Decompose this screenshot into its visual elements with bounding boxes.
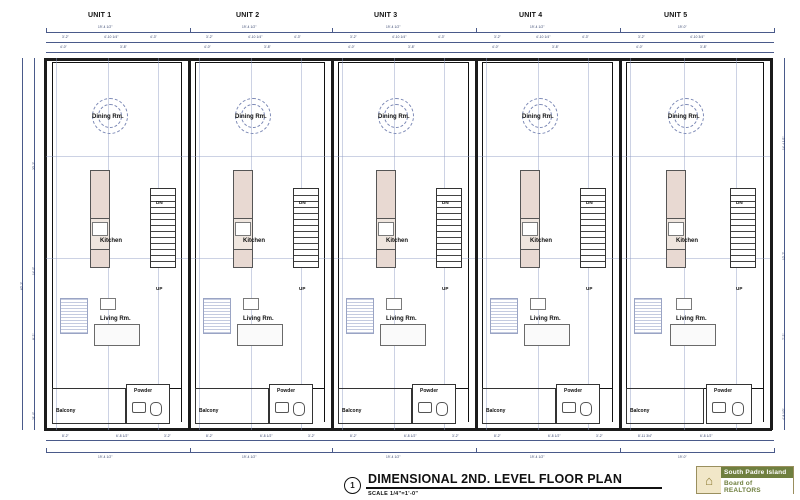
- left-overall-dim-line: [22, 58, 23, 430]
- bottom-inner-dim-4: 8'-2": [206, 434, 213, 438]
- stair-run-3: [436, 188, 462, 268]
- top-inner-dim-6: 4'-3": [294, 35, 301, 39]
- right-dim-3: 7'-2": [782, 333, 786, 340]
- stair-label-dn-4: DN: [586, 200, 593, 205]
- stair-run-4: [580, 188, 606, 268]
- unit-title-3: UNIT 3: [374, 12, 398, 19]
- bottom-inner-dim-5: 6'-8 1/2": [260, 434, 273, 438]
- logo-line-1: South Padre Island: [721, 467, 793, 478]
- unit-title-2: UNIT 2: [236, 12, 260, 19]
- stair-label-up-5: UP: [736, 286, 743, 291]
- unit-plan-4: [478, 58, 619, 430]
- room-label-powder-2: Powder: [277, 388, 296, 394]
- unit-plan-2: [191, 58, 331, 430]
- room-label-dining-4: Dining Rm.: [522, 114, 554, 120]
- left-dim-2: 14'-0": [32, 266, 36, 275]
- detail-number-bubble: 1: [344, 477, 361, 494]
- unit-plan-3: [334, 58, 475, 430]
- top-inner-dim-14: 4'-10 3/4": [690, 35, 705, 39]
- room-label-balcony-3: Balcony: [342, 408, 362, 414]
- sheet-scale: SCALE 1/4"=1'-0": [368, 491, 419, 497]
- title-underline: [366, 487, 662, 489]
- bottom-inner-dim-6: 3'-2": [308, 434, 315, 438]
- logo-line-2: Board of REALTORS: [721, 478, 793, 496]
- top-dim-unit3: 19'-4 1/2": [386, 25, 401, 29]
- top-inner-dim-3: 4'-3": [150, 35, 157, 39]
- room-label-dining-2: Dining Rm.: [235, 114, 267, 120]
- room-label-powder-4: Powder: [564, 388, 583, 394]
- top-dim2-9: 4'-0": [636, 45, 643, 49]
- room-label-dining-1: Dining Rm.: [92, 114, 124, 120]
- sheet-title: DIMENSIONAL 2ND. LEVEL FLOOR PLAN: [368, 472, 623, 486]
- bottom-dim-unit1: 19'-4 1/2": [98, 455, 113, 459]
- top-inner-dim-11: 4'-10 1/4": [536, 35, 551, 39]
- top-inner-dim-1: 3'-2": [62, 35, 69, 39]
- top-dim2-5: 4'-0": [348, 45, 355, 49]
- top-inner-dim-13: 3'-2": [638, 35, 645, 39]
- bottom-inner-dim-12: 3'-2": [596, 434, 603, 438]
- right-dim-1: 14'-4 1/2": [782, 136, 786, 150]
- top-dim2-2: 3'-8": [120, 45, 127, 49]
- top-inner-dim-12: 4'-3": [582, 35, 589, 39]
- top-dim2-1: 4'-0": [60, 45, 67, 49]
- room-label-kitchen-2: Kitchen: [243, 238, 266, 244]
- top-dim2-4: 3'-8": [264, 45, 271, 49]
- top-inner-dim-4: 3'-2": [206, 35, 213, 39]
- right-dim-2: 12'-7": [782, 251, 786, 260]
- top-dim2-10: 3'-8": [700, 45, 707, 49]
- unit-title-4: UNIT 4: [519, 12, 543, 19]
- stair-label-dn-2: DN: [299, 200, 306, 205]
- top-dim2-8: 3'-8": [552, 45, 559, 49]
- unit-title-1: UNIT 1: [88, 12, 112, 19]
- unit-title-5: UNIT 5: [664, 12, 688, 19]
- room-label-kitchen-5: Kitchen: [676, 238, 699, 244]
- bottom-inner-dim-10: 8'-2": [494, 434, 501, 438]
- top-inner-dim-2: 4'-10 1/4": [104, 35, 119, 39]
- top-dim-unit1: 19'-4 1/2": [98, 25, 113, 29]
- bottom-inner-dim-11: 6'-8 1/2": [548, 434, 561, 438]
- top-inner-dim-10: 3'-2": [494, 35, 501, 39]
- room-label-dining-5: Dining Rm.: [668, 114, 700, 120]
- bottom-overall-dim-line: [46, 452, 774, 453]
- stair-run-2: [293, 188, 319, 268]
- top-dim-unit5: 19'-0": [678, 25, 687, 29]
- stair-run-5: [730, 188, 756, 268]
- room-label-powder-3: Powder: [420, 388, 439, 394]
- room-label-living-4: Living Rm.: [530, 316, 561, 322]
- bottom-dim-unit4: 19'-4 1/2": [530, 455, 545, 459]
- top-dim2-3: 4'-0": [204, 45, 211, 49]
- left-dim-1: 20'-2": [32, 161, 36, 170]
- room-label-living-1: Living Rm.: [100, 316, 131, 322]
- room-label-powder-5: Powder: [714, 388, 733, 394]
- left-dim-3: 8'-2": [32, 333, 36, 340]
- room-label-balcony-4: Balcony: [486, 408, 506, 414]
- bottom-inner-dim-14: 6'-8 1/2": [700, 434, 713, 438]
- bottom-dim-unit2: 19'-4 1/2": [242, 455, 257, 459]
- stair-label-up-2: UP: [299, 286, 306, 291]
- room-label-balcony-2: Balcony: [199, 408, 219, 414]
- stair-label-up-3: UP: [442, 286, 449, 291]
- bottom-inner-dim-13: 8'-11 3/4": [638, 434, 653, 438]
- stair-run-1: [150, 188, 176, 268]
- stair-label-dn-1: DN: [156, 200, 163, 205]
- room-label-kitchen-4: Kitchen: [530, 238, 553, 244]
- top-dim2-7: 4'-0": [492, 45, 499, 49]
- room-label-living-5: Living Rm.: [676, 316, 707, 322]
- bottom-inner-dim-9: 3'-2": [452, 434, 459, 438]
- top-overall-dim-line: [46, 32, 774, 33]
- stair-label-up-1: UP: [156, 286, 163, 291]
- room-label-powder-1: Powder: [134, 388, 153, 394]
- building-wall-right: [770, 58, 773, 430]
- top-dim-unit4: 19'-4 1/2": [530, 25, 545, 29]
- room-label-balcony-5: Balcony: [630, 408, 650, 414]
- room-label-dining-3: Dining Rm.: [378, 114, 410, 120]
- stair-label-dn-5: DN: [736, 200, 743, 205]
- top-dim2-6: 3'-8": [408, 45, 415, 49]
- left-dim-4: 21'-0": [32, 411, 36, 420]
- unit-plan-1: [46, 58, 188, 430]
- top-inner-dim-line: [46, 42, 774, 43]
- stair-label-up-4: UP: [586, 286, 593, 291]
- bottom-dim-unit3: 19'-4 1/2": [386, 455, 401, 459]
- stair-label-dn-3: DN: [442, 200, 449, 205]
- room-label-kitchen-1: Kitchen: [100, 238, 123, 244]
- top-inner-dim-7: 3'-2": [350, 35, 357, 39]
- right-dim-4: 4'-8 1/2": [782, 408, 786, 420]
- unit-plan-5: [622, 58, 770, 430]
- room-label-living-2: Living Rm.: [243, 316, 274, 322]
- realtors-logo: [696, 466, 794, 494]
- top-inner-dim-8: 4'-10 1/4": [392, 35, 407, 39]
- right-dim-line: [784, 58, 785, 430]
- left-overall-dim: 62'-2": [20, 281, 24, 290]
- room-label-kitchen-3: Kitchen: [386, 238, 409, 244]
- bottom-inner-dim-1: 8'-2": [62, 434, 69, 438]
- bottom-inner-dim-7: 8'-2": [350, 434, 357, 438]
- top-dim-unit2: 19'-4 1/2": [242, 25, 257, 29]
- room-label-living-3: Living Rm.: [386, 316, 417, 322]
- bottom-inner-dim-3: 3'-2": [164, 434, 171, 438]
- top-inner-dim-5: 4'-10 1/4": [248, 35, 263, 39]
- bottom-inner-dim-2: 6'-8 1/2": [116, 434, 129, 438]
- left-inner-dim-line: [34, 58, 35, 430]
- top-inner-dim-line-2: [46, 52, 774, 53]
- top-inner-dim-9: 4'-3": [438, 35, 445, 39]
- room-label-balcony-1: Balcony: [56, 408, 76, 414]
- house-icon: ⌂: [697, 467, 721, 493]
- bottom-inner-dim-line: [46, 440, 774, 441]
- bottom-inner-dim-8: 6'-8 1/2": [404, 434, 417, 438]
- bottom-dim-unit5: 19'-0": [678, 455, 687, 459]
